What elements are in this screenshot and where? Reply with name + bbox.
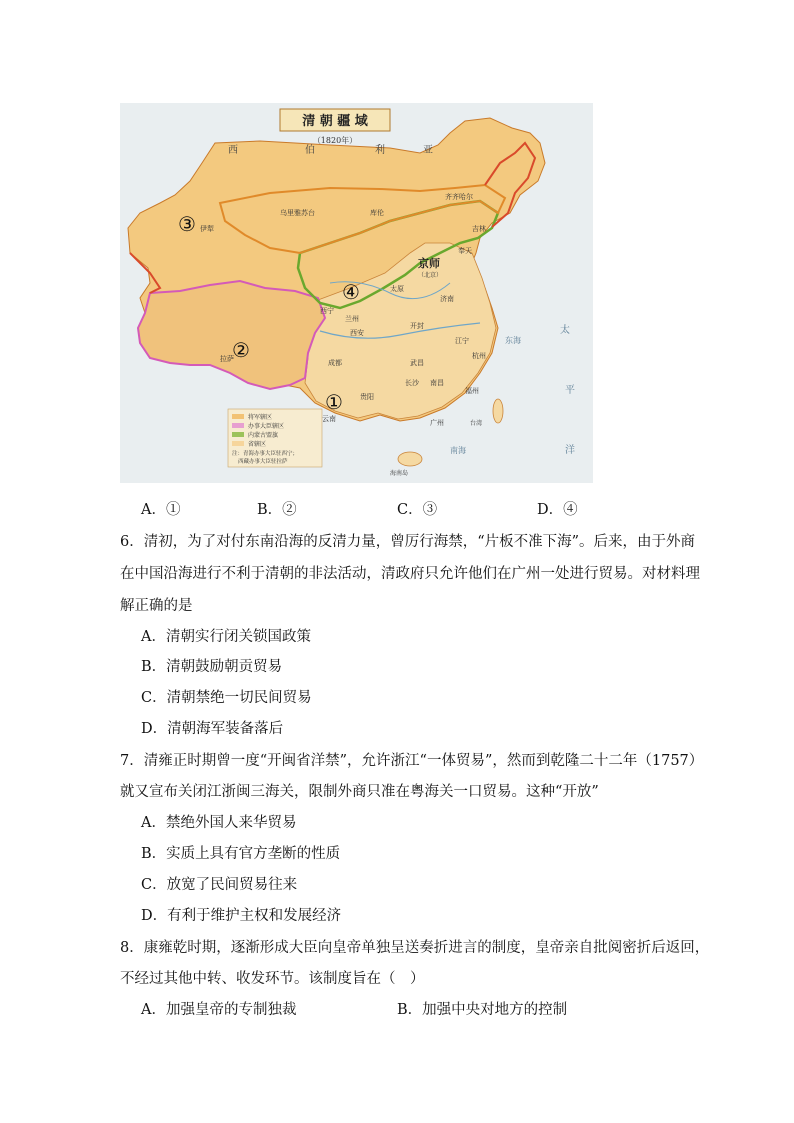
map-title: 清 朝 疆 域 <box>302 114 368 129</box>
legend-note-1: 注：青海办事大臣驻西宁； <box>232 451 299 457</box>
q7-stem-line-2: 就又宣布关闭江浙闽三海关，限制外商只准在粤海关一口贸易。这种“开放” <box>120 784 599 800</box>
map-svg <box>120 103 593 483</box>
legend-note-2: 西藏办事大臣驻拉萨 <box>238 459 288 465</box>
label-siberia-2: 伯 <box>305 145 315 156</box>
qing-territory-map <box>120 103 593 483</box>
label-south-sea: 南海 <box>450 446 466 455</box>
q7-stem-line-1: 7．清雍正时期曾一度“开闽省洋禁”，允许浙江“一体贸易”，然而到乾隆二十二年（1757） <box>120 753 704 769</box>
q8-option-b[interactable]: B．加强中央对地方的控制 <box>397 1002 568 1018</box>
label-taiwan: 台湾 <box>470 420 483 427</box>
label-xian: 西安 <box>350 329 364 337</box>
map-year: （1820年） <box>312 136 358 145</box>
legend-label-3: 内蒙古盟旗 <box>248 432 279 439</box>
label-capital: 京师 <box>418 257 440 270</box>
q6-option-c[interactable]: C．清朝禁绝一切民间贸易 <box>141 690 312 706</box>
q7-option-c[interactable]: C．放宽了民间贸易往来 <box>141 877 298 893</box>
label-yili: 伊犁 <box>200 225 214 233</box>
label-nanchang: 南昌 <box>430 379 444 387</box>
q5-option-a[interactable]: A．① <box>141 502 181 518</box>
label-fuzhou: 福州 <box>465 387 479 395</box>
q5-option-d[interactable]: D．④ <box>537 502 578 518</box>
legend-swatch-3 <box>232 432 244 437</box>
q6-stem-line-3: 解正确的是 <box>120 598 193 614</box>
label-east-sea: 东海 <box>505 336 521 345</box>
marker-2: ② <box>232 338 250 362</box>
q7-option-d[interactable]: D．有利于维护主权和发展经济 <box>141 908 342 924</box>
label-changsha: 长沙 <box>405 379 419 387</box>
marker-3: ③ <box>178 212 196 236</box>
marker-1: ① <box>325 390 343 414</box>
label-guangzhou: 广州 <box>430 419 444 427</box>
label-xining: 西宁 <box>320 307 334 315</box>
q7-option-a[interactable]: A．禁绝外国人来华贸易 <box>141 815 297 831</box>
q8-stem-line-1: 8．康雍乾时期，逐渐形成大臣向皇帝单独呈送奏折进言的制度，皇帝亲自批阅密折后返回， <box>120 940 710 956</box>
label-hangzhou: 杭州 <box>472 352 486 360</box>
legend-swatch-1 <box>232 414 244 419</box>
q5-option-b[interactable]: B．② <box>257 502 297 518</box>
label-yunnan: 云南 <box>322 415 336 423</box>
q5-option-c[interactable]: C．③ <box>397 502 438 518</box>
label-shengjing: 奉天 <box>458 247 472 255</box>
label-uliastai: 乌里雅苏台 <box>280 209 315 217</box>
q8-option-a[interactable]: A．加强皇帝的专制独裁 <box>141 1002 297 1018</box>
label-qiqihar: 齐齐哈尔 <box>445 193 473 201</box>
legend-label-4: 省辖区 <box>248 441 267 448</box>
q6-option-a[interactable]: A．清朝实行闭关锁国政策 <box>141 629 311 645</box>
label-pacific-3: 洋 <box>565 445 575 456</box>
taiwan-island <box>493 399 503 423</box>
legend-label-2: 办事大臣辖区 <box>248 423 285 430</box>
q6-option-b[interactable]: B．清朝鼓励朝贡贸易 <box>141 659 283 675</box>
label-kaifeng: 开封 <box>410 322 424 330</box>
label-jinan: 济南 <box>440 295 454 303</box>
label-taiyuan: 太原 <box>390 285 404 293</box>
legend-swatch-4 <box>232 441 244 446</box>
label-hainan: 海南岛 <box>390 470 409 477</box>
label-siberia-1: 西 <box>228 145 238 156</box>
legend-label-1: 将军辖区 <box>248 414 273 421</box>
label-wuchang: 武昌 <box>410 359 424 367</box>
label-jilin: 吉林 <box>472 225 486 233</box>
label-chengdu: 成都 <box>328 359 342 367</box>
q6-option-d[interactable]: D．清朝海军装备落后 <box>141 721 284 737</box>
q7-option-b[interactable]: B．实质上具有官方垄断的性质 <box>141 846 341 862</box>
q8-stem-line-2: 不经过其他中转、收发环节。该制度旨在（ ） <box>120 971 425 987</box>
label-kulun: 库伦 <box>370 209 384 217</box>
label-pacific-1: 太 <box>560 325 570 336</box>
q6-stem-line-2: 在中国沿海进行不利于清朝的非法活动，清政府只允许他们在广州一处进行贸易。对材料理 <box>120 566 700 582</box>
label-guiyang: 贵阳 <box>360 393 374 401</box>
legend-swatch-2 <box>232 423 244 428</box>
marker-4: ④ <box>342 280 360 304</box>
q6-stem-line-1: 6．清初，为了对付东南沿海的反清力量，曾厉行海禁，“片板不准下海”。后来，由于外商 <box>120 534 696 550</box>
label-lanzhou: 兰州 <box>345 315 359 323</box>
label-siberia-3: 利 <box>375 145 385 156</box>
map-legend <box>228 409 322 467</box>
label-siberia-4: 亚 <box>423 145 433 156</box>
hainan-island <box>398 452 422 466</box>
label-lhasa: 拉萨 <box>220 355 234 363</box>
label-nanjing: 江宁 <box>455 337 469 345</box>
label-pacific-2: 平 <box>565 385 575 396</box>
label-capital-sub: （北京） <box>418 272 443 279</box>
